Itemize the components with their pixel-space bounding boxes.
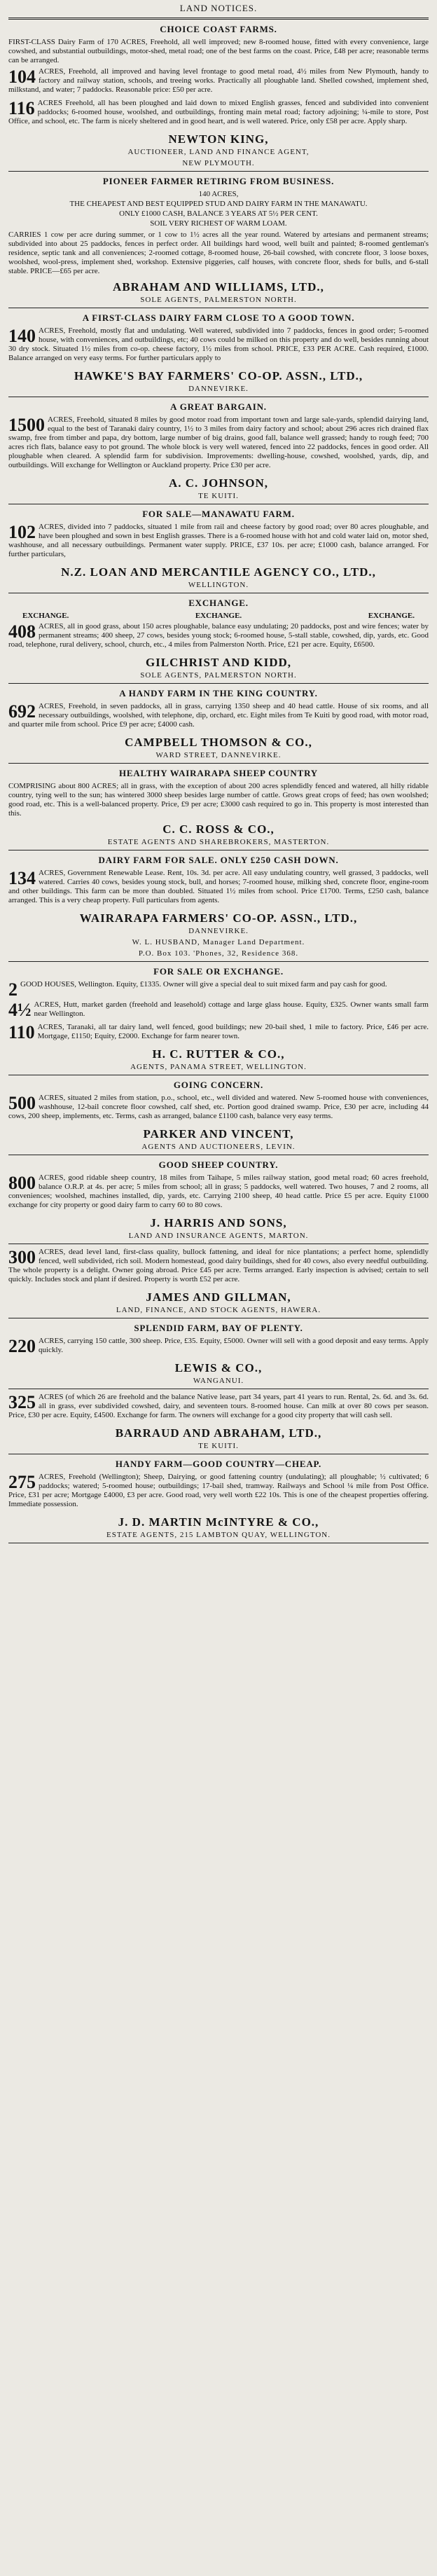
exchange-label: EXCHANGE. <box>195 612 242 620</box>
land-ad <box>8 1159 429 1240</box>
listing-text: ACRES, Taranaki, all tar dairy land, well fenced, good buildings; new 20-bail shed, 1 mile to factory. Price, £46 per acre. Mortgage, £1150; Equity, £2000. Exchange for farm nearer town. <box>37 1023 429 1040</box>
agent-address: SOLE AGENTS, PALMERSTON NORTH. <box>140 296 297 304</box>
acreage-number: 2 <box>8 979 18 1000</box>
listing-text: COMPRISING about 800 ACRES; all in grass, with the exception of about 200 acres splendidly fenced and watered, all hilly ridable country, tying well to the sun; has wintered 3000 sheep besides large number of cattle. Grows great crops of feed; has own woolshed; good road, etc. This is a well-balanced property. Price, £9 per acre; £3000 cash required to go in. This property is most interested than this. <box>8 782 429 818</box>
land-ad <box>8 1080 429 1151</box>
listing-text: ACRES (of which 26 are freehold and the balance Native lease, part 34 years, part 41 years to run. Rental, 2s. 6d. and 3s. 6d. all in grass, ever subdivided cowshed, dairy, and seventeen tours. 8-roomed house. Can milk at over 80 cows per season. Price, £30 per acre. Equity, £4500. Exchange for farm. The owners will exchange for a good city property that will cash sell. <box>8 1393 429 1419</box>
agent-name: J. D. MARTIN McINTYRE & CO., <box>118 1515 319 1529</box>
land-ad <box>8 1248 429 1314</box>
agent-name: BARRAUD AND ABRAHAM, LTD., <box>115 1426 322 1440</box>
acreage-number: 325 <box>8 1392 36 1412</box>
listing-entry <box>8 230 429 276</box>
land-ad <box>8 1323 429 1385</box>
agent-address: LAND AND INSURANCE AGENTS, MARTON. <box>128 1232 309 1240</box>
agent-address: AUCTIONEER, LAND AND FINANCE AGENT, <box>127 148 310 156</box>
acreage-number: 102 <box>8 522 36 542</box>
agent-name: J. HARRIS AND SONS, <box>150 1216 287 1230</box>
divider <box>8 683 429 684</box>
listing-text: GOOD HOUSES, Wellington. Equity, £1335. Owner will give a special deal to suit mixed farm and pay cash for good. <box>20 980 387 989</box>
agent-address: AGENTS, PANAMA STREET, WELLINGTON. <box>130 1063 307 1071</box>
acreage-number: 275 <box>8 1472 36 1492</box>
ad-subheading: SOIL VERY RICHEST OF WARM LOAM. <box>150 219 287 228</box>
acreage-number: 408 <box>8 621 36 642</box>
agent-name: N.Z. LOAN AND MERCANTILE AGENCY CO., LTD., <box>61 565 376 579</box>
agent-address: DANNEVIRKE. <box>188 385 249 393</box>
ad-title: FOR SALE OR EXCHANGE. <box>153 966 284 977</box>
agent-address: NEW PLYMOUTH. <box>182 159 255 167</box>
ad-title: DAIRY FARM FOR SALE. ONLY £250 CASH DOWN. <box>98 855 339 865</box>
acreage-number: 1500 <box>8 415 45 435</box>
ad-title: FOR SALE—MANAWATU FARM. <box>142 509 295 519</box>
listing-entry <box>8 1337 429 1355</box>
land-ad <box>8 401 429 500</box>
listing-text: ACRES, divided into 7 paddocks, situated 1 mile from rail and cheese factory by good road; over 80 acres ploughable, and have been ploughed and sown in best English grasses. There is a 6-roomed house with hot and cold water laid on, motor shed, washhouse, and all necessary outbuildings. Permanent water supply. PRICE, £37 10s. per acre; £1000 cash, balance arranged. For further particulars, <box>8 523 429 558</box>
ad-title: HEALTHY WAIRARAPA SHEEP COUNTRY <box>118 768 319 778</box>
agent-name: CAMPBELL THOMSON & CO., <box>125 736 312 749</box>
listing-text: ACRES, Government Renewable Lease. Rent, 10s. 3d. per acre. All easy undulating country, well grassed, 3 paddocks, well watered. Carries 40 cows, besides young stock, bull, and horses; 7-roomed house, milking shed, concrete floor, engine-room and other buildings. This farm can be more than doubled. Situated 1½ miles from school. Price £1700. Terms, £250 cash, balance arranged. This is a very cheap property. Full particulars from agents. <box>8 869 429 904</box>
ad-title: PIONEER FARMER RETIRING FROM BUSINESS. <box>102 176 335 186</box>
agent-name: PARKER AND VINCENT, <box>143 1127 294 1141</box>
ad-title: SPLENDID FARM, BAY OF PLENTY. <box>134 1323 303 1333</box>
agent-address: WANGANUI. <box>193 1377 244 1385</box>
listing-entry <box>8 1473 429 1509</box>
divider <box>8 763 429 764</box>
agent-address: W. L. HUSBAND, Manager Land Department. <box>132 938 305 946</box>
listing-text: ACRES, Freehold, mostly flat and undulating. Well watered, subdivided into 7 paddocks, fences in good order; 5-roomed house, with conveniences, and outbuildings, etc; 40 cows could be milked on this property and do well, besides running about 30 dry stock. Situated 1½ miles from co-op. cheese factory, 1½ miles from school. PRICE, £33 PER ACRE. Cash required, £1000. Balance arranged on very easy terms. For further particulars apply to <box>8 326 429 362</box>
listing-entry <box>8 415 429 470</box>
land-ad <box>8 768 429 846</box>
agent-name: ABRAHAM AND WILLIAMS, LTD., <box>113 280 324 294</box>
acreage-number: 116 <box>8 98 35 118</box>
listing-entry <box>8 869 429 905</box>
ad-subheading: THE CHEAPEST AND BEST EQUIPPED STUD AND DAIRY FARM IN THE MANAWATU. <box>69 200 368 208</box>
land-ad <box>8 24 429 167</box>
agent-address: AGENTS AND AUCTIONEERS, LEVIN. <box>141 1143 296 1151</box>
acreage-number: 110 <box>8 1022 35 1042</box>
listing-text: ACRES, Freehold, situated 8 miles by good motor road from important town and large sale-yards, splendid dairying land, equal to the best of Taranaki dairy country, 1½ to 3 miles from dairy factory and school; about 296 acres rich drained flax swamp, free from timber and papa, dry bottom, large number of big drains, good fall, balance well grassed; handy to rough feed; 700 acres rich flats, balance easy to pot ground. The whole block is very well watered, fenced into 22 paddocks, fences in good order. All ploughable when cleared. A splendid farm for subdivision. Improvements: dwelling-house, cowshed, woolshed, yards, dip, and outbuildings. Will exchange for Wellington or Auckland property. Price £30 per acre. <box>8 415 429 469</box>
listing-text: ACRES, Freehold, in seven paddocks, all in grass, carrying 1350 sheep and 40 head cattle. House of six rooms, and all necessary outbuildings, woolshed, with telephone, dip, orchard, etc. Eight miles from Te Kuiti by good road, with motor road, and quarter mile from school. Price £9 per acre; £4000 cash. <box>8 702 429 729</box>
ad-subheading: 140 ACRES, <box>198 190 239 198</box>
exchange-label: EXCHANGE. <box>368 612 415 620</box>
agent-address: ESTATE AGENTS AND SHAREBROKERS, MASTERTON. <box>107 838 330 846</box>
divider <box>8 171 429 172</box>
land-ad <box>8 1393 429 1450</box>
listing-entry <box>8 979 429 1000</box>
agent-name: H. C. RUTTER & CO., <box>152 1047 285 1061</box>
agent-name: WAIRARAPA FARMERS' CO-OP. ASSN., LTD., <box>79 911 358 925</box>
acreage-number: 134 <box>8 868 36 888</box>
agent-name: C. C. ROSS & CO., <box>162 822 275 836</box>
ad-title: A GREAT BARGAIN. <box>170 401 267 412</box>
listing-text: CARRIES 1 cow per acre during summer, or 1 cow to 1½ acres all the year round. Watered by artesians and permanent streams; subdivided into about 25 paddocks, fences in perfect order. All buildings hard wood, well built and painted; 8-roomed gentleman's residence, septic tank and all conveniences; 2-roomed cottage, 8-roomed house, 26-bail cowshed, with concrete floor, 3 loose boxes, woolshed, wool-press, implement shed, workshop. Extensive piggeries, calf houses, with concrete floor, sheds for bulls, and 6-stall stable. PRICE—£65 per acre. <box>8 230 429 275</box>
listing-text: ACRES, carrying 150 cattle, 300 sheep. Price, £35. Equity, £5000. Owner will sell with a good deposit and easy terms. Apply quickly. <box>39 1337 429 1354</box>
acreage-number: 692 <box>8 701 36 722</box>
land-ad <box>8 688 429 759</box>
newspaper-page <box>8 0 429 1543</box>
ads-column <box>8 24 429 1543</box>
acreage-number: 104 <box>8 67 36 87</box>
acreage-number: 800 <box>8 1173 36 1193</box>
agent-address: SOLE AGENTS, PALMERSTON NORTH. <box>140 671 297 680</box>
listing-entry <box>8 702 429 729</box>
section-header: LAND NOTICES. <box>179 3 258 13</box>
ad-subheading: ONLY £1000 CASH, BALANCE 3 YEARS AT 5½ PER CENT. <box>119 209 318 218</box>
exchange-row <box>22 612 415 620</box>
agent-address: WELLINGTON. <box>188 581 249 589</box>
listing-text: FIRST-CLASS Dairy Farm of 170 ACRES, Freehold, all well improved; new 8-roomed house, fitted with every convenience, large cowshed, and substantial outbuildings, motor-shed, metal road; one of the best farms on the coast. Price, £48 per acre; reasonable terms can be arranged. <box>8 38 429 64</box>
acreage-number: 140 <box>8 326 36 346</box>
agent-address: TE KUITI. <box>198 1442 239 1450</box>
ad-title: CHOICE COAST FARMS. <box>160 24 277 34</box>
ad-title: GOING CONCERN. <box>173 1080 264 1090</box>
ad-title: A FIRST-CLASS DAIRY FARM CLOSE TO A GOOD TOWN. <box>82 312 355 323</box>
listing-entry <box>8 1094 429 1121</box>
listing-entry <box>8 1393 429 1420</box>
land-ad <box>8 855 429 958</box>
land-ad <box>8 966 429 1071</box>
ad-title: GOOD SHEEP COUNTRY. <box>158 1159 279 1170</box>
listing-text: ACRES, situated 2 miles from station, p.o., school, etc., well divided and watered. New 5-roomed house with conveniences, washhouse, 12-bail concrete floor cowshed, calf shed, etc. Portion good drained swamp. Price, £30 per acre, including 44 cows, 200 sheep, implements, etc. Terms, cash as arranged, balance £1100 cash, balance very easy terms. <box>8 1094 429 1120</box>
listing-text: ACRES, Freehold (Wellington); Sheep, Dairying, or good fattening country (undulating); all ploughable; ½ cultivated; 6 paddocks; watered; 5-roomed house; outbuildings; 17-bail shed, tramway. Railways and School ¼ mile from Post Office. Price, £31 per acre; Mortgage £4000, £3 per acre. Good road, very well worth £22 10s. This is one of the cheapest properties offering. Immediate possession. <box>8 1473 429 1508</box>
listing-text: ACRES Freehold, all has been ploughed and laid down to mixed English grasses, fenced and subdivided into convenient paddocks; 6-roomed house, woolshed, and outbuildings, fronting main metal road; factory adjoining; ¼-mile to store, Post Office, and school, etc. The farm is nicely sheltered and in good heart, and is well watered. Price, only £58 per acre. Apply sharp. <box>8 99 429 125</box>
agent-address: ESTATE AGENTS, 215 LAMBTON QUAY, WELLINGTON. <box>106 1531 331 1539</box>
listing-text: ACRES, dead level land, first-class quality, bullock fattening, and ideal for nice plantations; a perfect home, splendidly fenced, well subdivided, rich soil. Modern homestead, good dairy buildings, shed for 40 cows, also every needful outbuilding. The whole property is a delight. Owner going abroad. Price £45 per acre. Terms arranged. Early inspection is advised; certain to sell quickly. Includes stock and plant if desired. Property is worth £52 per acre. <box>8 1248 429 1283</box>
acreage-number: 4½ <box>8 1000 32 1020</box>
listing-entry <box>8 1000 429 1019</box>
acreage-number: 300 <box>8 1247 36 1267</box>
listing-entry <box>8 523 429 559</box>
agent-name: GILCHRIST AND KIDD, <box>145 656 292 669</box>
divider <box>8 18 429 20</box>
agent-address: P.O. Box 103. 'Phones, 32, Residence 368. <box>138 949 299 958</box>
divider <box>8 961 429 962</box>
listing-entry <box>8 67 429 95</box>
listing-text: ACRES, Freehold, all improved and having level frontage to good metal road, 4½ miles from New Plymouth, handy to factory and railway station, schools, and treeing works. Practically all ploughable land. Shelled cowshed, implement shed, milkstand, and water; 7 paddocks. Reasonable price: £50 per acre. <box>8 67 429 94</box>
agent-address: WARD STREET, DANNEVIRKE. <box>155 751 282 759</box>
acreage-number: 500 <box>8 1093 36 1113</box>
land-ad <box>8 176 429 304</box>
land-ad <box>8 1459 429 1539</box>
listing-text: ACRES, Hutt, market garden (freehold and leasehold) cottage and large glass house. Equity, £325. Owner wants small farm near Wellington. <box>34 1000 429 1018</box>
listing-entry <box>8 782 429 818</box>
agent-name: LEWIS & CO., <box>174 1361 263 1375</box>
agent-address: LAND, FINANCE, AND STOCK AGENTS, HAWERA. <box>116 1306 321 1314</box>
listing-entry <box>8 1173 429 1210</box>
agent-address: TE KUITI. <box>198 492 239 500</box>
listing-entry <box>8 326 429 363</box>
listing-text: ACRES, good ridable sheep country, 18 miles from Taihape, 5 miles railway station, good metal road; 60 acres freehold, balance O.R.P. at 4s. per acre; 5 miles from school; all in grass; 5 paddocks, well watered. Two houses, 7 and 2 rooms, all conveniences; woolshed, machines installed, dip, yards, etc. Carrying 2100 sheep, 40 head cattle. Price £5 per acre. Equity £1000 exchange for city property or good dairy farm to carry 60 to 80 cows. <box>8 1173 429 1209</box>
listing-entry <box>8 622 429 649</box>
ad-title: HANDY FARM—GOOD COUNTRY—CHEAP. <box>115 1459 322 1469</box>
agent-address: DANNEVIRKE. <box>188 927 249 935</box>
land-ad <box>8 598 429 680</box>
exchange-label: EXCHANGE. <box>22 612 69 620</box>
agent-name: HAWKE'S BAY FARMERS' CO-OP. ASSN., LTD., <box>74 369 363 383</box>
land-ad <box>8 509 429 589</box>
land-ad <box>8 312 429 393</box>
listing-entry <box>8 1023 429 1041</box>
listing-entry <box>8 99 429 126</box>
listing-text: ACRES, all in good grass, about 150 acres ploughable, balance easy undulating; 20 paddocks, post and wire fences; water by permanent streams; 400 sheep, 27 cows, besides young stock; 6-roomed house, 5-stall stable, cowshed, dip, yards, etc. Good road, telephone, rural delivery, school, church, etc., 4 miles from Palmerston North. Price, £21 per acre. Equity, £6500. <box>8 622 429 649</box>
ad-title: A HANDY FARM IN THE KING COUNTRY. <box>119 688 318 698</box>
acreage-number: 220 <box>8 1336 36 1356</box>
agent-name: NEWTON KING, <box>168 132 269 146</box>
ad-title: EXCHANGE. <box>188 598 249 608</box>
listing-entry <box>8 38 429 65</box>
agent-name: A. C. JOHNSON, <box>169 476 268 490</box>
agent-name: JAMES AND GILLMAN, <box>146 1290 291 1304</box>
listing-entry <box>8 1248 429 1284</box>
